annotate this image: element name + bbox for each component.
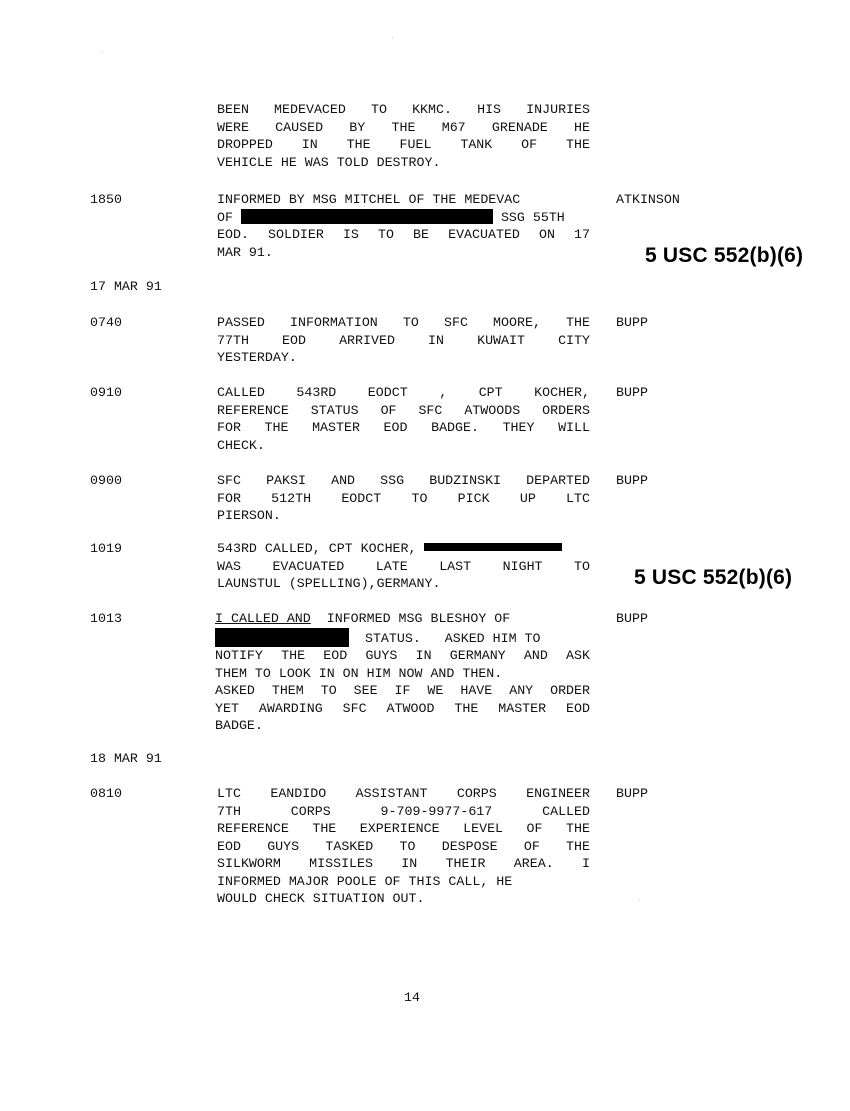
entry-line (217, 540, 590, 558)
entry-line: WAS EVACUATED LATE LAST NIGHT TO (217, 558, 590, 574)
entry-line-text: I CALLED AND (215, 611, 311, 626)
entry-line: VEHICLE HE WAS TOLD DESTROY. (217, 154, 441, 170)
log-entry-1019 (217, 540, 590, 593)
entry-line (217, 191, 590, 209)
entry-line-text: SSG 55TH (500, 209, 565, 225)
carryover-entry (217, 101, 590, 171)
entry-line: ASKED THEM TO SEE IF WE HAVE ANY ORDER (215, 683, 590, 698)
entry-line: THEM TO LOOK IN ON HIM NOW AND THEN. (215, 665, 503, 681)
scan-speck (102, 52, 103, 53)
entry-line: REFERENCE THE EXPERIENCE LEVEL OF THE (217, 821, 590, 836)
entry-initials: BUPP (616, 473, 648, 488)
scan-speck (392, 37, 393, 38)
entry-initials: BUPP (616, 786, 648, 801)
entry-line (215, 610, 590, 628)
entry-line: WOULD CHECK SITUATION OUT. (217, 891, 425, 906)
log-entry-1850 (217, 191, 590, 261)
redaction-bar (424, 543, 562, 551)
log-entry-0900 (217, 472, 590, 525)
log-entry-0810 (217, 785, 590, 908)
exemption-stamp: 5 USC 552(b)(6) (634, 566, 793, 589)
entry-line: DROPPED IN THE FUEL TANK OF THE (217, 137, 590, 152)
entry-line: PIERSON. (217, 508, 281, 523)
entry-line (215, 628, 590, 648)
log-entry-0740 (217, 314, 590, 367)
entry-line-text: OF (217, 209, 233, 225)
entry-time: 1019 (90, 541, 122, 556)
entry-initials: BUPP (616, 611, 648, 626)
entry-line: BEEN MEDEVACED TO KKMC. HIS INJURIES (217, 102, 590, 117)
entry-line: EOD GUYS TASKED TO DESPOSE OF THE (217, 838, 590, 854)
date-heading: 17 MAR 91 (90, 279, 162, 294)
entry-line: LAUNSTUL (SPELLING),GERMANY. (217, 576, 441, 591)
entry-line: MAR 91. (217, 244, 273, 260)
entry-line: INFORMED MAJOR POOLE OF THIS CALL, HE (217, 873, 513, 889)
entry-line: REFERENCE STATUS OF SFC ATWOODS ORDERS (217, 402, 590, 418)
log-entry-0910 (217, 384, 590, 454)
entry-line-text: STATUS. ASKED HIM TO (364, 630, 541, 646)
entry-time: 1850 (90, 192, 122, 207)
entry-line: SILKWORM MISSILES IN THEIR AREA. I (217, 856, 590, 871)
redaction-bar (241, 209, 493, 224)
entry-time: 1013 (90, 611, 122, 626)
entry-time: 0910 (90, 385, 122, 400)
entry-line: BADGE. (215, 718, 263, 733)
entry-line: CHECK. (217, 437, 265, 453)
entry-line: YESTERDAY. (217, 350, 297, 365)
entry-line-text: 543RD CALLED, CPT KOCHER, (217, 541, 417, 556)
entry-line: FOR THE MASTER EOD BADGE. THEY WILL (217, 420, 590, 435)
entry-time: 0900 (90, 473, 122, 488)
entry-line: LTC EANDIDO ASSISTANT CORPS ENGINEER (217, 786, 590, 801)
entry-line: 7TH CORPS 9-709-9977-617 CALLED (217, 803, 590, 819)
exemption-stamp: 5 USC 552(b)(6) (645, 244, 804, 267)
scan-speck (639, 899, 640, 900)
entry-time: 0810 (90, 786, 122, 801)
entry-initials: BUPP (616, 315, 648, 330)
entry-initials: ATKINSON (616, 192, 680, 207)
entry-line: PASSED INFORMATION TO SFC MOORE, THE (217, 315, 590, 330)
page-number: 14 (404, 990, 420, 1005)
entry-line: FOR 512TH EODCT TO PICK UP LTC (217, 490, 590, 506)
redaction-bar (215, 628, 349, 647)
entry-time: 0740 (90, 315, 122, 330)
entry-line (217, 209, 590, 227)
entry-line: EOD. SOLDIER IS TO BE EVACUATED ON 17 (217, 227, 590, 242)
entry-line: WERE CAUSED BY THE M67 GRENADE HE (217, 119, 590, 135)
entry-line-text: INFORMED MSG BLESHOY OF (326, 611, 511, 626)
entry-line: 77TH EOD ARRIVED IN KUWAIT CITY (217, 332, 590, 348)
entry-line: NOTIFY THE EOD GUYS IN GERMANY AND ASK (215, 648, 590, 663)
entry-initials: BUPP (616, 385, 648, 400)
entry-line: YET AWARDING SFC ATWOOD THE MASTER EOD (215, 700, 590, 716)
date-heading: 18 MAR 91 (90, 751, 162, 766)
entry-line: SFC PAKSI AND SSG BUDZINSKI DEPARTED (217, 473, 590, 488)
log-entry-1013 (215, 610, 590, 735)
entry-line-text: INFORMED BY MSG MITCHEL OF THE MEDEVAC (217, 192, 521, 207)
entry-line: CALLED 543RD EODCT , CPT KOCHER, (217, 385, 590, 400)
